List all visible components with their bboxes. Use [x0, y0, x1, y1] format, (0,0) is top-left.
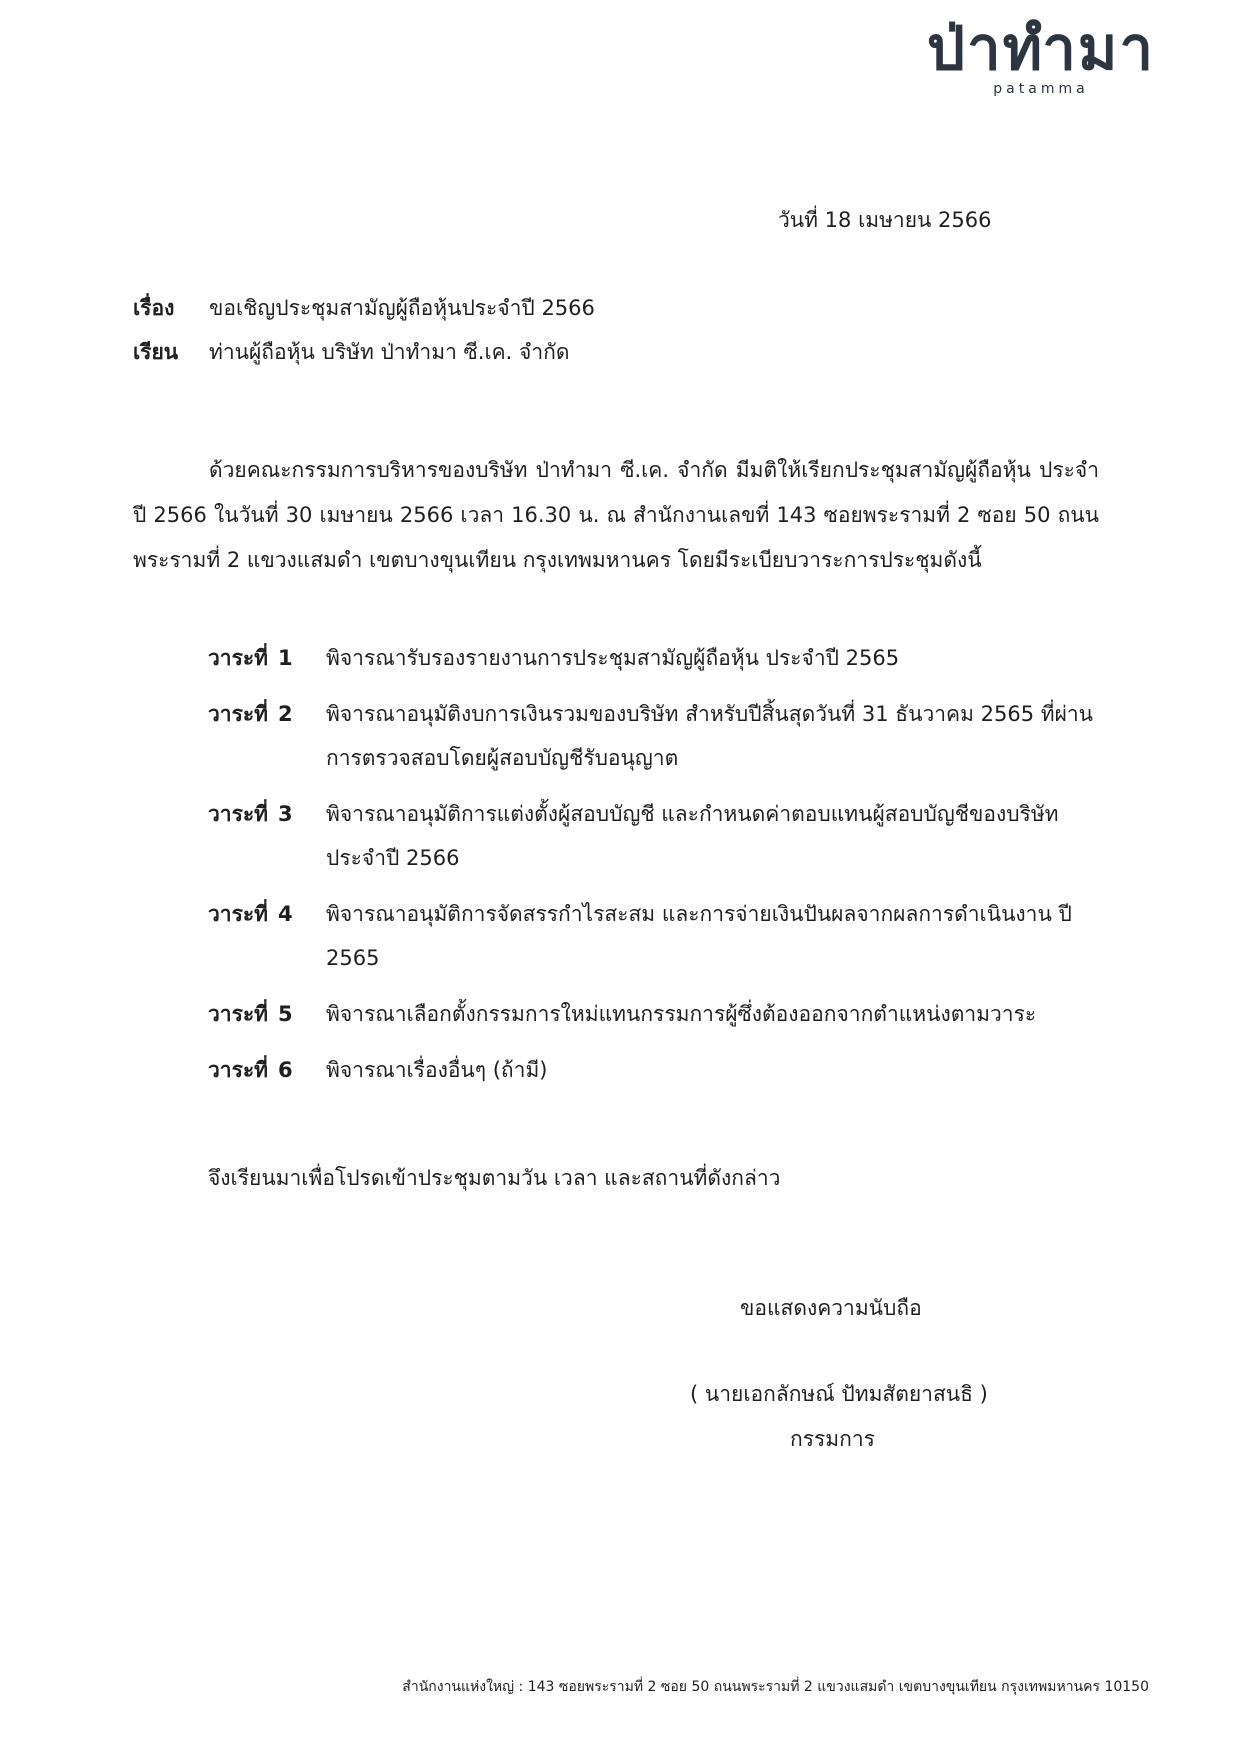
agenda-text: พิจารณาอนุมัติการจัดสรรกำไรสะสม และการจ่ายเงินปันผลจากผลการดำเนินงาน ปี 2565	[326, 902, 1072, 970]
recipient-text: ท่านผู้ถือหุ้น บริษัท ป่าทำมา ซี.เค. จำกัด	[209, 340, 570, 364]
agenda-number: 3	[278, 802, 293, 826]
footer-address: สำนักงานแห่งใหญ่ : 143 ซอยพระรามที่ 2 ซอย 50 ถนนพระรามที่ 2 แขวงแสมดำ เขตบางขุนเทียน กรุงเทพมหานคร 10150	[402, 1679, 1149, 1695]
agenda-number: 1	[278, 646, 293, 670]
closing-sentence: จึงเรียนมาเพื่อโปรดเข้าประชุมตามวัน เวลา และสถานที่ดังกล่าว	[208, 1166, 781, 1190]
regards-text: ขอแสดงความนับถือ	[740, 1296, 922, 1320]
agenda-label	[208, 692, 326, 780]
recipient-row	[133, 336, 570, 369]
agenda-item	[208, 636, 1108, 680]
agenda-number: 4	[278, 902, 293, 926]
agenda-label	[208, 1048, 326, 1092]
agenda-label	[208, 792, 326, 880]
agenda-label	[208, 992, 326, 1036]
agenda-label	[208, 636, 326, 680]
subject-row	[133, 292, 595, 325]
agenda-text: พิจารณาอนุมัติการแต่งตั้งผู้สอบบัญชี และกำหนดค่าตอบแทนผู้สอบบัญชีของบริษัท ประจำปี 2566	[326, 802, 1059, 870]
intro-paragraph: ด้วยคณะกรรมการบริหารของบริษัท ป่าทำมา ซี.เค. จำกัด มีมติให้เรียกประชุมสามัญผู้ถือหุ้น ประจำปี 2566 ในวันที่ 30 เมษายน 2566 เวลา 16.30 น. ณ สำนักงานเลขที่ 143 ซอยพระรามที่ 2 ซอย 50 ถนนพระรามที่ 2 แขวงแสมดำ เขตบางขุนเทียน กรุงเทพมหานคร โดยมีระเบียบวาระการประชุมดังนี้	[133, 458, 1099, 572]
agenda-label-text: วาระที่	[208, 702, 268, 726]
agenda-item	[208, 1048, 1108, 1092]
agenda-item	[208, 792, 1108, 880]
agenda-list	[208, 636, 1108, 1104]
agenda-text: พิจารณารับรองรายงานการประชุมสามัญผู้ถือหุ้น ประจำปี 2565	[326, 646, 900, 670]
letter-date: วันที่ 18 เมษายน 2566	[778, 208, 992, 232]
agenda-text: พิจารณาอนุมัติงบการเงินรวมของบริษัท สำหรับปีสิ้นสุดวันที่ 31 ธันวาคม 2565 ที่ผ่านการตรวจสอบโดยผู้สอบบัญชีรับอนุญาต	[326, 702, 1094, 770]
logo-wordmark: ป่าทำมา	[926, 14, 1156, 84]
logo-subtitle: patamma	[993, 81, 1089, 97]
signer-title: กรรมการ	[790, 1427, 875, 1451]
signer-name: ( นายเอกลักษณ์ ปัทมสัตยาสนธิ )	[690, 1382, 988, 1406]
agenda-number: 2	[278, 702, 293, 726]
agenda-item	[208, 992, 1108, 1036]
agenda-number: 6	[278, 1058, 293, 1082]
agenda-number: 5	[278, 1002, 293, 1026]
agenda-label-text: วาระที่	[208, 646, 268, 670]
agenda-label-text: วาระที่	[208, 1058, 268, 1082]
agenda-label-text: วาระที่	[208, 902, 268, 926]
agenda-item	[208, 692, 1108, 780]
subject-text: ขอเชิญประชุมสามัญผู้ถือหุ้นประจำปี 2566	[209, 296, 595, 320]
agenda-item	[208, 892, 1108, 980]
subject-label: เรื่อง	[133, 296, 175, 320]
agenda-label	[208, 892, 326, 980]
agenda-label-text: วาระที่	[208, 802, 268, 826]
agenda-label-text: วาระที่	[208, 1002, 268, 1026]
agenda-text: พิจารณาเรื่องอื่นๆ (ถ้ามี)	[326, 1058, 548, 1082]
company-logo	[921, 12, 1161, 97]
recipient-label: เรียน	[133, 340, 179, 364]
agenda-text: พิจารณาเลือกตั้งกรรมการใหม่แทนกรรมการผู้ซึ่งต้องออกจากตำแหน่งตามวาระ	[326, 1002, 1037, 1026]
